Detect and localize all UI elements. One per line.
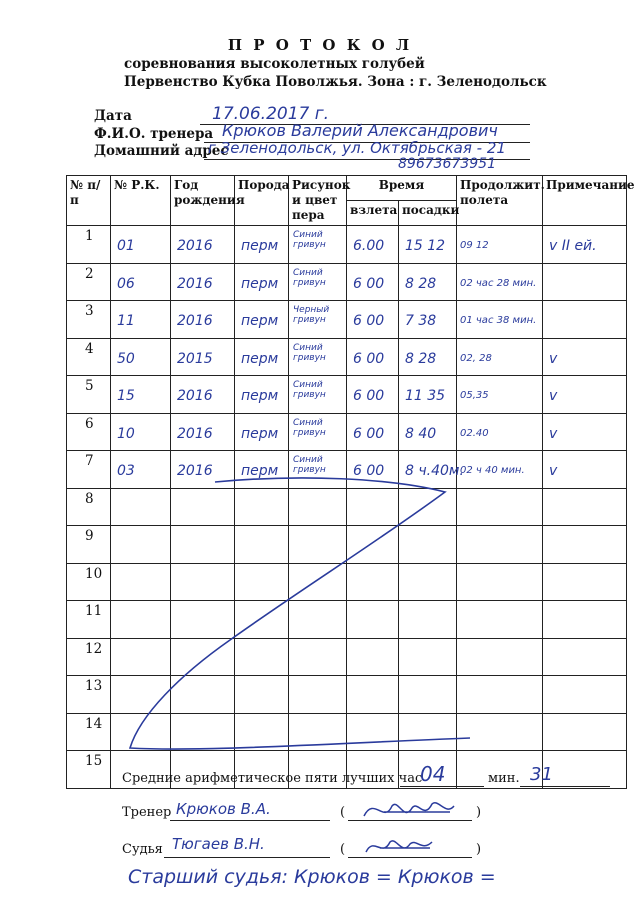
header-year: Год рождения [171, 176, 235, 226]
cell-year-value: 2016 [177, 425, 213, 442]
cell-landing-value: 15 12 [405, 238, 446, 254]
cell-duration-value: 02.40 [460, 427, 489, 439]
cell-note-value: v II ей. [549, 238, 597, 254]
cell-year-value: 2016 [177, 238, 213, 254]
row-number: 7 [67, 451, 111, 489]
cell-rk-value: 06 [117, 275, 135, 292]
header-breed: Порода [235, 176, 289, 226]
row-number: 15 [67, 751, 111, 789]
header-landing: посадки [399, 201, 457, 226]
cell-rk-value: 50 [117, 350, 135, 367]
cell-landing-value: 8 28 [405, 350, 437, 367]
trainer-signature [354, 794, 464, 826]
trainer-sign-label: Тренер [122, 805, 172, 820]
judge-sign-label: Судья [122, 842, 163, 857]
date-value: 17.06.2017 г. [212, 104, 330, 124]
avg-hours: 04 [420, 762, 446, 786]
cell-color-value: Синий гривун [293, 380, 326, 400]
cell-duration-value: 02 час 28 мин. [460, 277, 537, 289]
row-number: 13 [67, 676, 111, 714]
cell-duration-value: 02 ч 40 мин. [460, 465, 525, 476]
trainer-value: Крюков Валерий Александрович [222, 121, 498, 140]
avg-label: Средние арифметическое пяти лучших час [122, 771, 423, 786]
header-rk: № Р.К. [111, 176, 171, 226]
senior-judge-note: Старший судья: Крюков = Крюков = [128, 866, 496, 888]
cell-rk-value: 10 [117, 425, 135, 442]
cell-takeoff-value: 6 00 [353, 388, 385, 404]
phone-value: 89673673951 [398, 156, 496, 172]
row-number: 9 [67, 526, 111, 564]
address-label: Домашний адрес [94, 143, 229, 159]
cell-takeoff-value: 6 00 [353, 313, 385, 329]
cell-breed-value: перм [241, 275, 279, 292]
cell-rk-value: 15 [117, 388, 135, 404]
cell-landing-value: 8 ч.40м. [405, 463, 464, 479]
judge-signature [360, 832, 440, 862]
cell-color-value: Синий гривун [293, 455, 326, 475]
judge-paren-close: ) [476, 842, 482, 857]
header-num: № п/п [67, 176, 111, 226]
cell-takeoff-value: 6 00 [353, 425, 385, 442]
cell-takeoff-value: 6 00 [353, 350, 385, 367]
cell-note-value: v [549, 350, 558, 367]
cell-color-value: Черный гривун [293, 305, 330, 325]
trainer-paren-close: ) [476, 805, 482, 820]
cell-rk-value: 03 [117, 463, 135, 479]
header-note: Примечание [543, 176, 627, 226]
cell-takeoff-value: 6 00 [353, 275, 385, 292]
cell-landing-value: 11 35 [405, 388, 446, 404]
judge-sign-name: Тюгаев В.Н. [172, 835, 265, 853]
trainer-paren-open: ( [340, 805, 346, 820]
row-number: 3 [67, 301, 111, 339]
row-number: 14 [67, 713, 111, 751]
cell-landing-value: 8 28 [405, 275, 437, 292]
trainer-sign-underline [170, 820, 330, 821]
row-number: 1 [67, 226, 111, 264]
cell-duration-value: 09 12 [460, 240, 489, 251]
cell-landing-value: 8 40 [405, 425, 437, 442]
avg-hours-underline [400, 786, 484, 787]
subtitle-competition: соревнования высоколетных голубей [124, 56, 425, 72]
cell-breed-value: перм [241, 313, 279, 329]
date-label: Дата [94, 108, 132, 124]
trainer-label: Ф.И.О. тренера [94, 126, 214, 142]
min-label: мин. [488, 771, 520, 786]
row-number: 10 [67, 563, 111, 601]
subtitle-championship: Первенство Кубка Поволжья. Зона : г. Зеленодольск [124, 74, 547, 90]
cell-landing-value: 7 38 [405, 313, 437, 329]
row-number: 12 [67, 638, 111, 676]
address-value: г Зеленодольск, ул. Октябрьская - 21 [208, 139, 506, 157]
cell-breed-value: перм [241, 388, 279, 404]
cell-color-value: Синий гривун [293, 267, 326, 288]
cell-note-value: v [549, 463, 558, 479]
row-number: 11 [67, 601, 111, 639]
header-duration: Продолжит. полета [457, 176, 543, 226]
cell-duration-value: 02, 28 [460, 352, 492, 364]
header-color: Рисунок и цвет пера [289, 176, 347, 226]
cell-rk-value: 01 [117, 238, 135, 254]
cell-rk-value: 11 [117, 313, 135, 329]
cell-breed-value: перм [241, 350, 279, 367]
cell-year-value: 2016 [177, 313, 213, 329]
cell-takeoff-value: 6 00 [353, 463, 385, 479]
judge-sign-underline [164, 857, 330, 858]
judge-paren-open: ( [340, 842, 346, 857]
row-number: 2 [67, 263, 111, 301]
row-number: 4 [67, 338, 111, 376]
cell-breed-value: перм [241, 425, 279, 442]
page-title: П Р О Т О К О Л [227, 36, 413, 54]
cell-color-value: Синий гривун [293, 417, 326, 438]
cell-year-value: 2016 [177, 388, 213, 404]
cell-breed-value: перм [241, 238, 279, 254]
cell-color-value: Синий гривун [293, 342, 326, 363]
row-number: 6 [67, 413, 111, 451]
avg-min-underline [520, 786, 610, 787]
cell-duration-value: 05,35 [460, 390, 489, 401]
trainer-sign-name: Крюков В.А. [176, 800, 271, 818]
row-number: 8 [67, 488, 111, 526]
cell-duration-value: 01 час 38 мин. [460, 315, 537, 326]
cell-note-value: v [549, 425, 558, 442]
cell-takeoff-value: 6.00 [353, 238, 385, 254]
header-time: Время [347, 176, 457, 201]
cell-breed-value: перм [241, 463, 279, 479]
cell-year-value: 2015 [177, 350, 213, 367]
cell-year-value: 2016 [177, 275, 213, 292]
cell-note-value: v [549, 388, 558, 404]
cell-year-value: 2016 [177, 463, 213, 479]
row-number: 5 [67, 376, 111, 414]
header-takeoff: взлета [347, 201, 399, 226]
cell-color-value: Синий гривун [293, 230, 326, 250]
avg-minutes: 31 [530, 764, 553, 785]
